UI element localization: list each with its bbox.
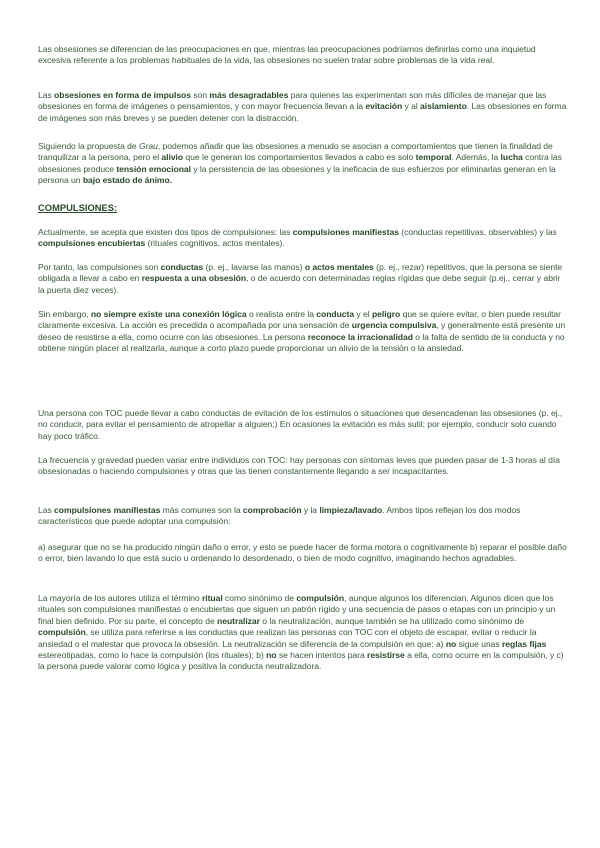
text-run: o la falta de sentido de la conducta y no obtiene ningún placer al realizarla, aunque a corto plazo puede proporcionar un alivio de la tensión o la ansiedad. <box>38 331 565 354</box>
text-run: La frecuencia y gravedad pueden variar entre individuos con TOC: hay personas con síntomas leves que pueden pasar de 1-3 horas al día obsesionadas o haciendo compulsiones y otras que las tienen constantemente llegando a ser incapacitantes. <box>38 455 560 477</box>
text-run: Las <box>38 505 55 515</box>
bold-term: obsesiones en forma de impulsos <box>54 90 191 100</box>
paragraph-modos-compulsion <box>38 542 568 565</box>
bold-term: reglas fijas <box>502 638 547 649</box>
paragraph-obsesiones-impulsos <box>38 90 568 124</box>
text-run: , se utiliza para referirse a las conductas que realizan las personas con TOC con el objeto de escapar, evitar o reducir la ansiedad o el malestar que provoca la obsesión. La neutralización se diferencia de la compulsión en que: a) <box>38 627 537 649</box>
paragraph-obsesiones-vs-preocupaciones <box>38 44 568 67</box>
text-run: que le generan los comportamientos llevados a cabo es solo <box>183 152 416 163</box>
text-run: (rituales cognitivos, actos mentales). <box>145 238 285 249</box>
bold-term: compulsiones encubiertas <box>38 238 146 249</box>
paragraph-evitacion <box>38 408 568 442</box>
bold-term: ritual <box>201 593 223 603</box>
text-run: , y generalmente está presente un deseo de resistirse a ella, como ocurre con las obsesiones. La persona <box>38 320 566 342</box>
bold-term: más desagradables <box>209 90 289 100</box>
paragraph-compulsiones-comunes <box>38 505 568 528</box>
bold-term: respuesta a una obsesión <box>141 273 247 284</box>
bold-term: comprobación <box>242 505 302 515</box>
paragraph-grau <box>38 141 568 187</box>
bold-term: evitación <box>365 101 403 112</box>
bold-term: limpieza/lavado <box>319 505 383 515</box>
text-run: , podemos añadir que las obsesiones a menudo se asocian a comportamientos que tienen la finalidad de tranquilizar a la persona, pero el <box>38 141 553 163</box>
text-run: (conductas repetitivas, observables) y las <box>398 227 557 237</box>
text-run: sigue unas <box>456 638 502 649</box>
text-run: , o de acuerdo con determinadas reglas rígidas que debe seguir (p.ej., cerrar y abrir la puerta diez veces). <box>38 273 561 295</box>
paragraph-ritual-neutralizacion <box>38 593 568 673</box>
text-run: . Además, la <box>451 152 501 163</box>
bold-term: resistirse <box>367 650 405 661</box>
text-run: Por tanto, las compulsiones son <box>38 262 161 272</box>
paragraph-frecuencia <box>38 455 568 478</box>
text-run: y el <box>354 309 372 319</box>
bold-term: alivio <box>161 152 184 163</box>
bold-term: conducta <box>316 309 355 319</box>
text-run: más comunes son la <box>160 505 243 515</box>
bold-term: reconoce la irracionalidad <box>307 331 413 342</box>
text-run: . Ambos tipos reflejan los dos modos característicos que puede adoptar una compulsión: <box>38 505 521 527</box>
text-run: como sinónimo de <box>222 593 297 603</box>
bold-term: compulsiones manifiestas <box>54 505 161 515</box>
text-run: , aunque algunos los diferencian. Algunos dicen que los rituales son compulsiones manifiestas o encubiertas que siguen un patrón rígido y una secuencia de pasos o etapas con un principio y un final bien definido. Por su parte, el concepto de <box>38 593 556 626</box>
text-run: La mayoría de los autores utiliza el término <box>38 593 202 603</box>
italic-term: Grau <box>138 141 158 151</box>
paragraph-tipos-compulsiones <box>38 227 568 250</box>
text-run: son <box>191 90 210 100</box>
paragraph-definicion-compulsiones <box>38 262 568 296</box>
bold-term: lucha <box>500 152 523 163</box>
text-run: y al <box>402 101 421 112</box>
bold-term: bajo estado de ánimo. <box>82 175 173 186</box>
text-run: se hacen intentos para <box>276 650 368 661</box>
bold-term: urgencia compulsiva <box>351 320 437 331</box>
text-run: Una persona con TOC puede llevar a cabo conductas de evitación de los estímulos o situaciones que desencadenan las obsesiones (p. ej., no conducir, para evitar el pensamiento de atropellar a alguien;) En ocasiones la evitación es más sutil; por ejemplo, conducir solo cuando hay poco tráfico. <box>38 408 563 441</box>
text-run: Siguiendo la propuesta de <box>38 141 139 151</box>
bold-term: compulsión <box>296 593 345 603</box>
text-run: y la <box>301 505 320 515</box>
bold-term: tensión emocional <box>116 163 191 174</box>
text-run: Las obsesiones se diferencian de las preocupaciones en que, mientras las preocupaciones podríamos definirlas como una inquietud excesiva referente a los problemas habituales de la vida, las obsesiones no suelen tratar sobre problemas de la vida real. <box>38 44 536 66</box>
text-run: que se quiere evitar, o bien puede resultar claramente excesiva. La acción es precedida o acompañada por una sensación de <box>38 309 561 331</box>
bold-term: no <box>266 650 277 661</box>
bold-term: no siempre existe una conexión lógica <box>90 309 247 319</box>
text-run: Actualmente, se acepta que existen dos tipos de compulsiones: las <box>38 227 293 237</box>
bold-term: temporal <box>415 152 452 163</box>
text-run: a ella, como ocurre en la compulsión, y c) la persona puede valorar como lógica y positiva la conducta neutralizadora. <box>38 650 564 672</box>
text-run: o realista entre la <box>246 309 317 319</box>
text-run: estereotipadas, como lo hace la compulsión (los rituales); b) <box>38 650 267 661</box>
text-run: para quienes las experimentan son más difíciles de manejar que las obsesiones en forma de imágenes o pensamientos, y con mayor frecuencia llevan a la <box>38 90 547 112</box>
bold-term: neutralizar <box>217 615 260 626</box>
bold-term: o actos mentales <box>304 262 374 272</box>
paragraph-conexion-logica <box>38 309 568 355</box>
bold-term: compulsión <box>38 627 86 638</box>
text-run: o la neutralización, aunque también se ha utilizado como sinónimo de <box>259 615 525 626</box>
section-heading-compulsiones: COMPULSIONES: <box>38 202 118 213</box>
text-run: contra las obsesiones produce <box>38 152 562 174</box>
text-run: a) asegurar que no se ha producido ningún daño o error, y esto se puede hacer de forma motora o cognitivamente b) reparar el posible daño o error, bien lavando lo que está sucio u ordenando lo desordenado, o bien de modo cognitivo, imaginando hechos agradables. <box>38 542 567 564</box>
bold-term: aislamiento <box>420 101 467 112</box>
bold-term: no <box>445 638 457 649</box>
bold-term: compulsiones manifiestas <box>292 227 399 237</box>
text-run: (p. ej., lavarse las manos) <box>203 262 305 272</box>
text-run: . Las obsesiones en forma de imágenes son más breves y se pueden detener con la distracción. <box>38 101 567 123</box>
bold-term: peligro <box>371 309 401 319</box>
text-run: y la persistencia de las obsesiones y la ineficacia de sus esfuerzos por eliminarlas generan en la persona un <box>38 163 556 186</box>
text-run: Sin embargo, <box>38 309 91 319</box>
bold-term: conductas <box>160 262 204 272</box>
text-run: Las <box>38 90 55 100</box>
text-run: (p. ej., rezar) repetitivos, que la persona se siente obligada a llevar a cabo en <box>38 262 563 284</box>
